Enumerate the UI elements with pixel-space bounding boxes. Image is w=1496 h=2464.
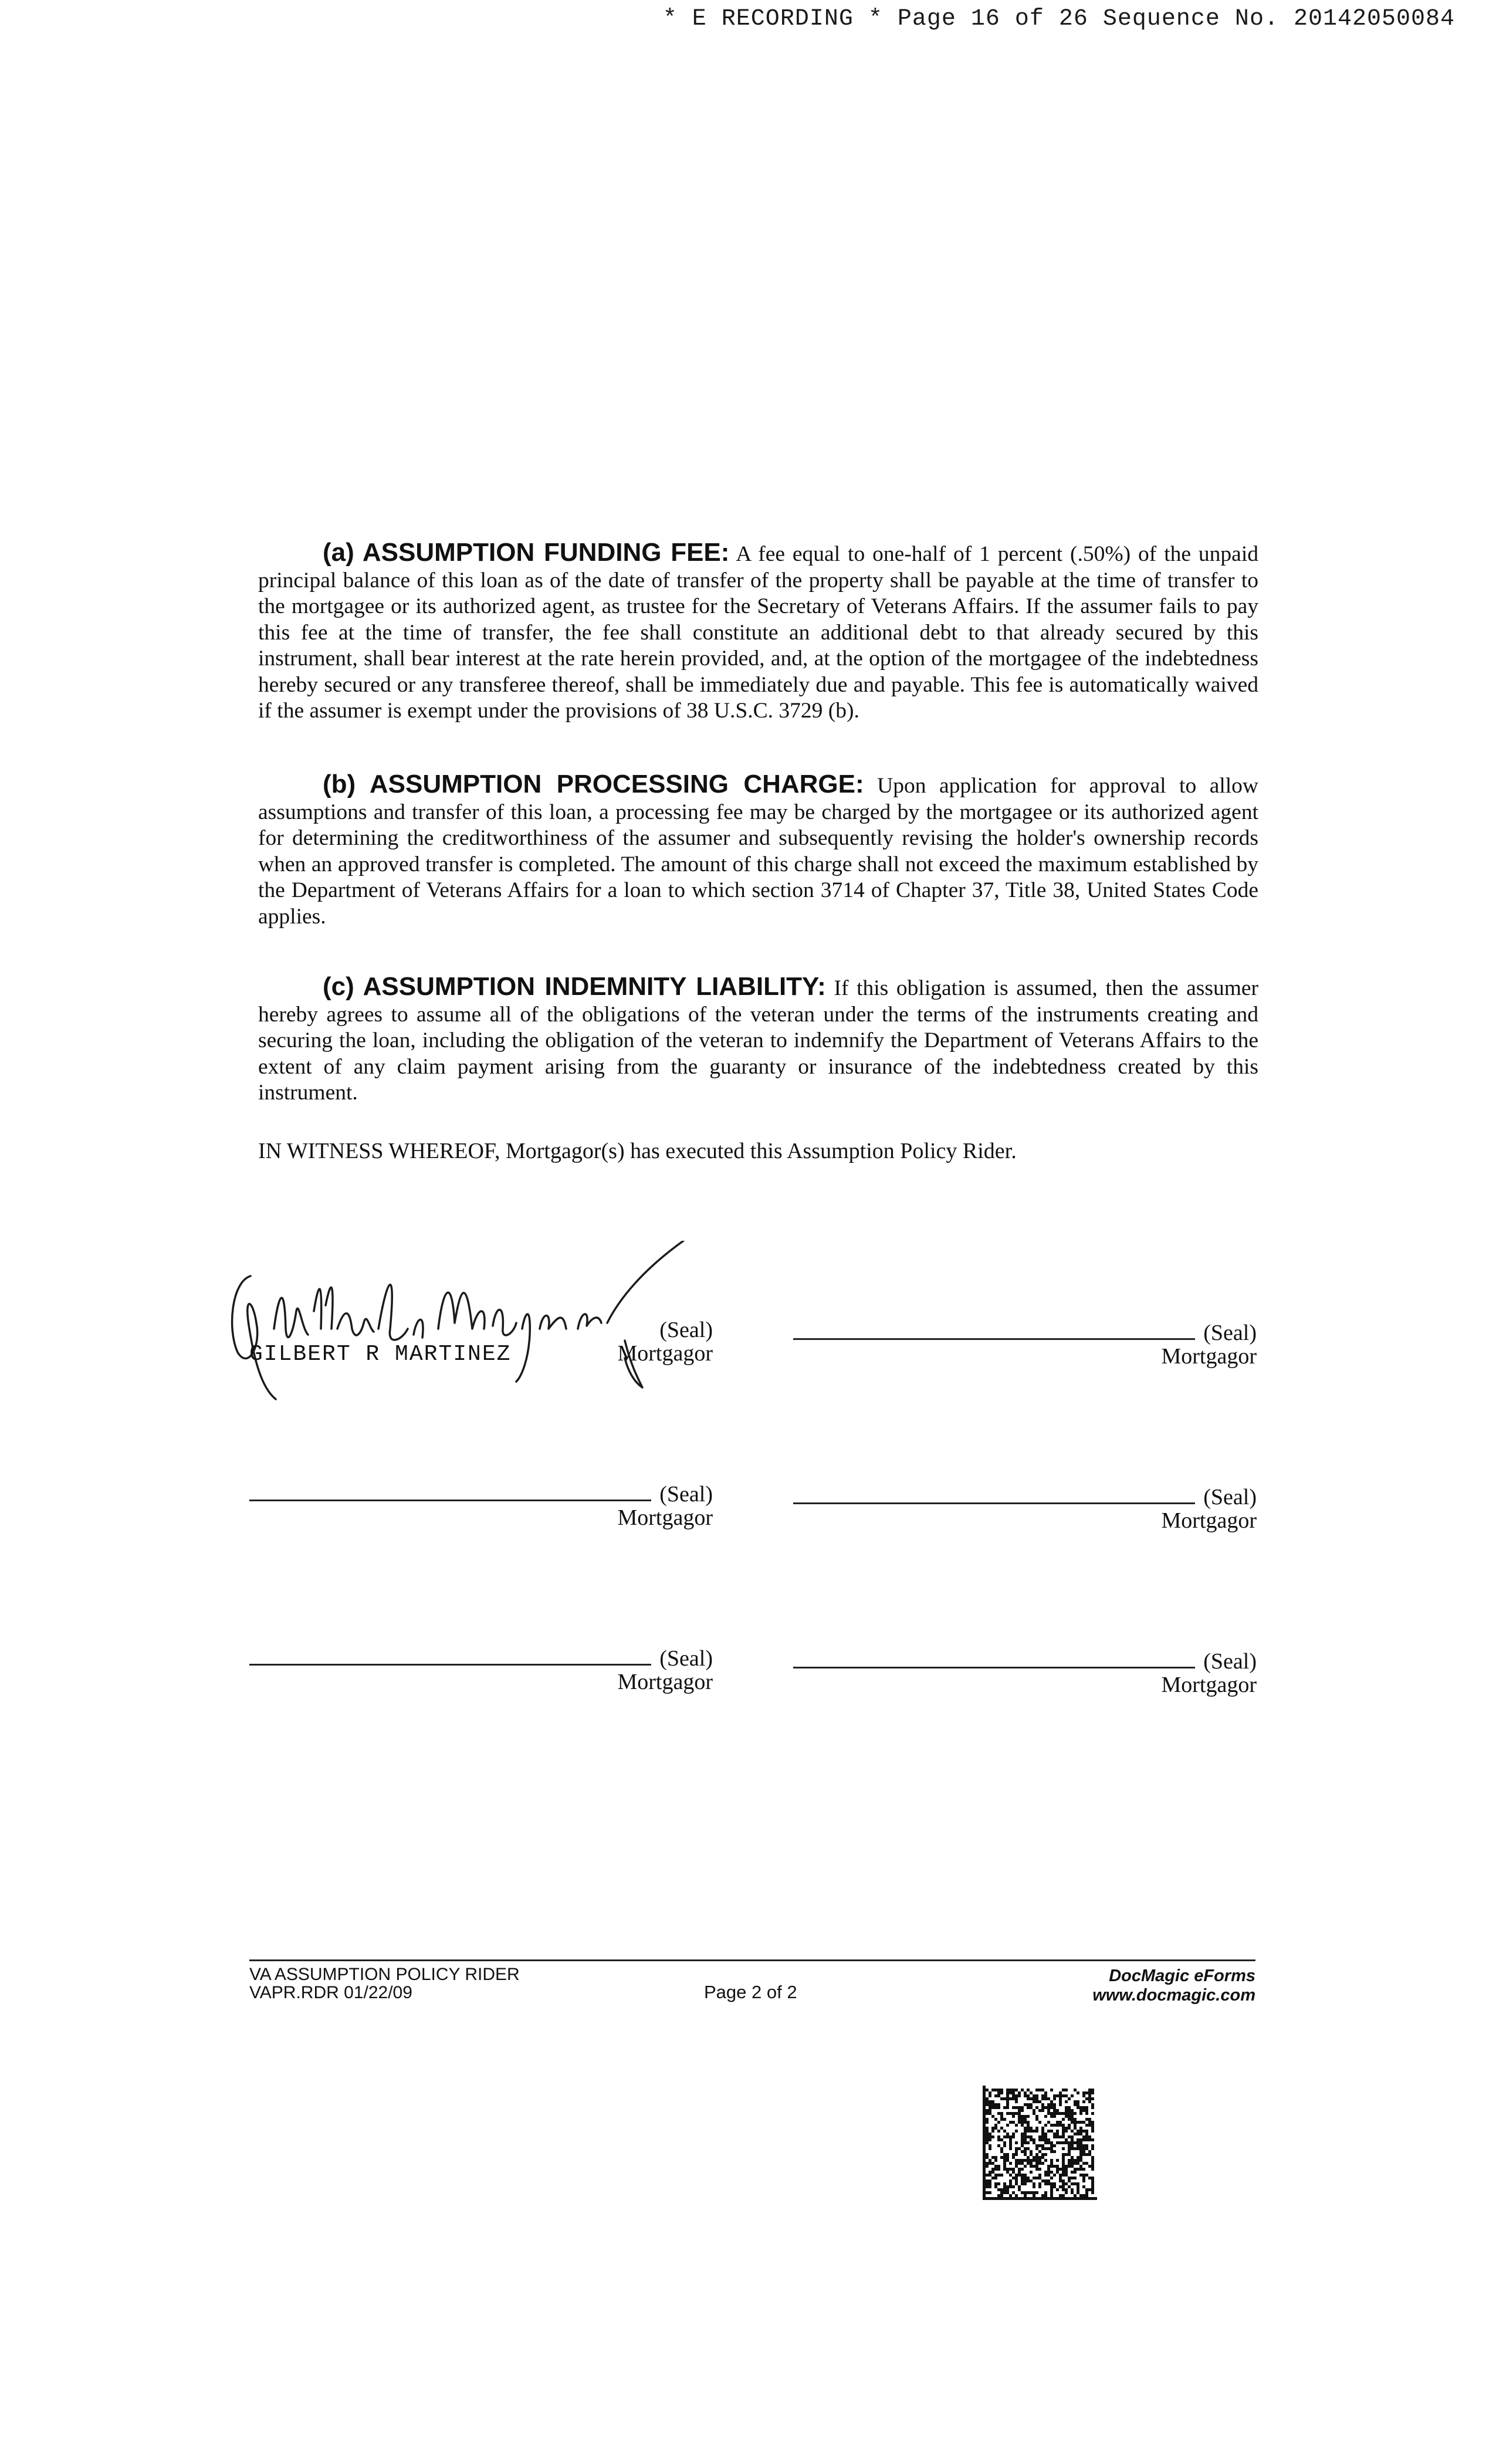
- signature-block: [793, 1320, 1257, 1373]
- mortgagor-label: Mortgagor: [617, 1505, 713, 1530]
- signature-line: [793, 1502, 1195, 1504]
- section-body: A fee equal to one-half of 1 percent (.50%) of the unpaid principal balance of this loan as of the date of transfer of the property shall be payable at the time of transfer to the mortgagee or its authorized agent, as trustee for the Secretary of Veterans Affairs. If the assumer fails to pay this fee at the time of transfer, the fee shall constitute an additional debt to that already secured by this instrument, shall bear interest at the rate herein provided, and, at the option of the mortgagee of the indebtedness hereby secured or any transferee thereof, shall be immediately due and payable. This fee is automatically waived if the assumer is exempt under the provisions of 38 U.S.C. 3729 (b).: [258, 542, 1258, 723]
- mortgagor-label: Mortgagor: [1161, 1508, 1257, 1533]
- section-processing-charge: [258, 771, 1258, 930]
- seal-label: (Seal): [659, 1482, 713, 1507]
- section-heading: (b) ASSUMPTION PROCESSING CHARGE:: [323, 770, 864, 798]
- signature-line: [793, 1338, 1195, 1340]
- signature-block: [249, 1646, 713, 1698]
- mortgagor-label: Mortgagor: [1161, 1344, 1257, 1369]
- typed-name: GILBERT R MARTINEZ: [249, 1342, 512, 1367]
- mortgagor-label: Mortgagor: [1161, 1673, 1257, 1697]
- form-code: VAPR.RDR 01/22/09: [249, 1983, 412, 2002]
- section-heading: (c) ASSUMPTION INDEMNITY LIABILITY:: [323, 972, 826, 1001]
- barcode-icon: [983, 2086, 1097, 2200]
- mortgagor-label: Mortgagor: [617, 1670, 713, 1694]
- recording-header: * E RECORDING * Page 16 of 26 Sequence No. 20142050084: [662, 6, 1455, 32]
- signature-line: [249, 1664, 651, 1666]
- footer-rule: [249, 1959, 1255, 1961]
- signature-block: [793, 1484, 1257, 1537]
- section-body: If this obligation is assumed, then the assumer hereby agrees to assume all of the obligations of the veteran under the terms of the instruments creating and securing the loan, including the obligation of the veteran to indemnify the Department of Veterans Affairs to the extent of any claim payment arising from the guaranty or insurance of the indebtedness created by this instrument.: [258, 976, 1259, 1105]
- form-name: VA ASSUMPTION POLICY RIDER: [249, 1965, 520, 1984]
- signature-block: [793, 1649, 1257, 1701]
- seal-label: (Seal): [659, 1646, 713, 1671]
- seal-label: (Seal): [1203, 1649, 1257, 1674]
- section-indemnity-liability: [258, 974, 1258, 1106]
- mortgagor-label: Mortgagor: [617, 1341, 713, 1366]
- signature-block: [249, 1317, 713, 1370]
- signature-line: [793, 1667, 1195, 1668]
- footer-form-info: [249, 1965, 520, 2002]
- seal-label: (Seal): [1203, 1321, 1257, 1345]
- signature-block: [249, 1481, 713, 1534]
- page-number: Page 2 of 2: [704, 1982, 797, 2002]
- footer-brand: [1092, 1967, 1255, 2005]
- section-heading: (a) ASSUMPTION FUNDING FEE:: [323, 538, 730, 567]
- witness-statement: IN WITNESS WHEREOF, Mortgagor(s) has executed this Assumption Policy Rider.: [258, 1139, 1017, 1163]
- seal-label: (Seal): [1203, 1485, 1257, 1509]
- brand-website: www.docmagic.com: [1092, 1986, 1255, 2005]
- signature-line: [249, 1500, 651, 1501]
- section-body: Upon application for approval to allow assumptions and transfer of this loan, a processing fee may be charged by the mortgagee or its authorized agent for determining the creditworthiness of the assumer and subsequently revising the holder's ownership records when an approved transfer is completed. The amount of this charge shall not exceed the maximum established by the Department of Veterans Affairs for a loan to which section 3714 of Chapter 37, Title 38, United States Code applies.: [258, 774, 1259, 929]
- section-funding-fee: [258, 540, 1258, 725]
- seal-label: (Seal): [659, 1318, 713, 1342]
- brand-logo: DocMagic eForms: [1109, 1967, 1255, 1985]
